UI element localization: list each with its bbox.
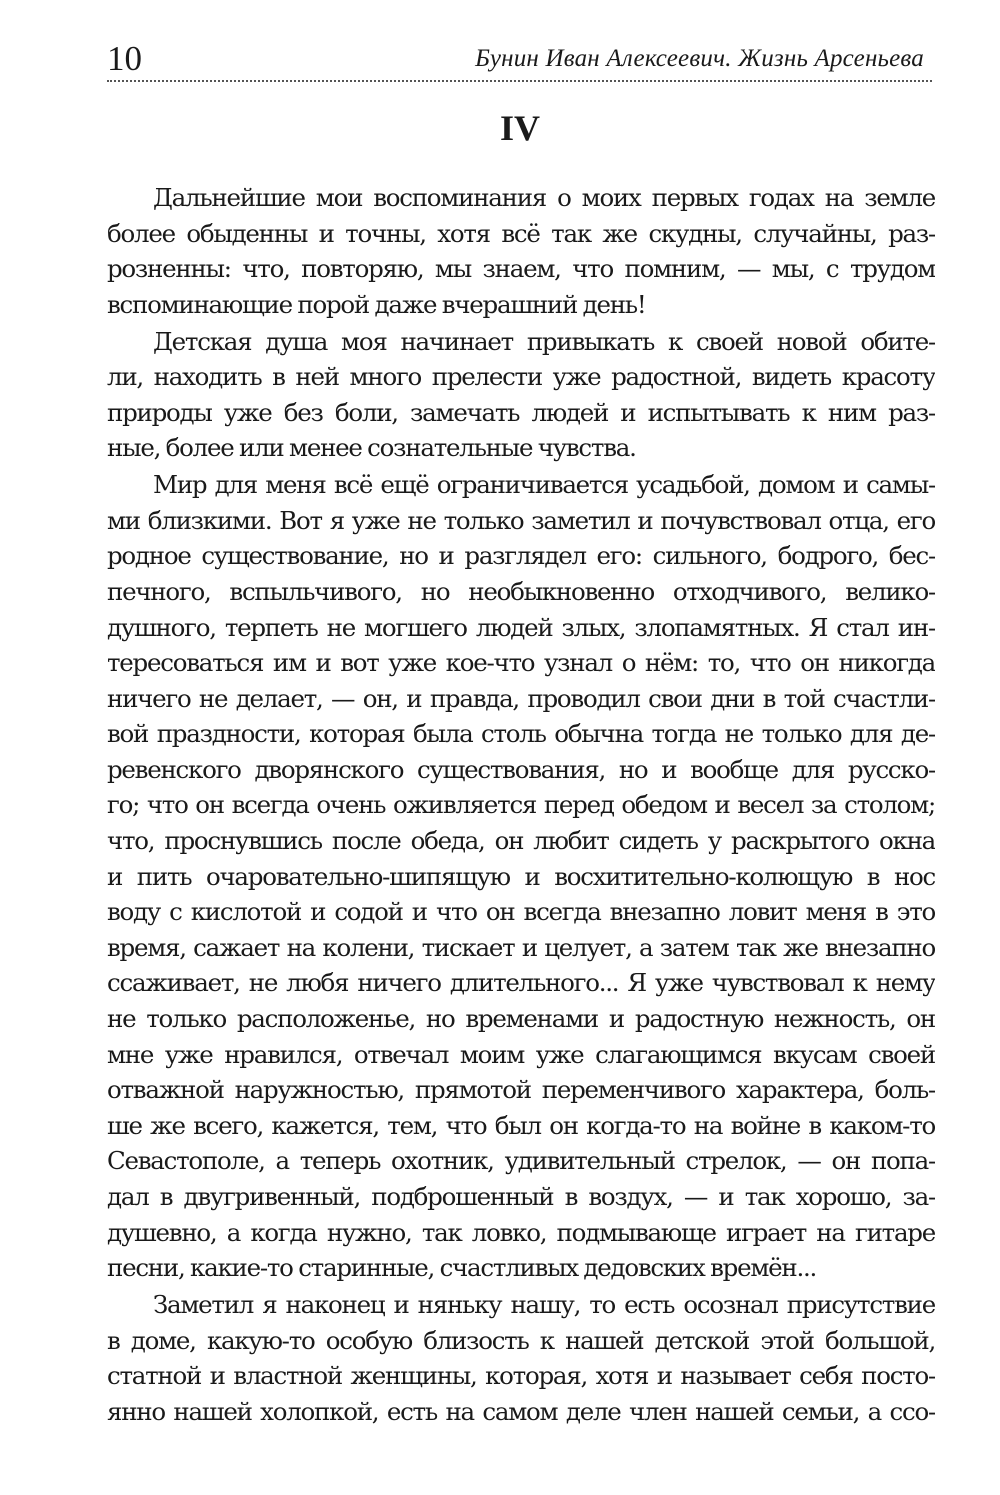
text-line: что, проснувшись после обеда, он любит сидеть у раскрытого окна <box>107 826 935 856</box>
text-line: ревенского дворянского существования, но и вообще для русско- <box>107 754 935 784</box>
text-line: Дальнейшие мои воспоминания о моих первых годах на земле <box>153 183 935 212</box>
text-line: ше же всего, кажется, тем, что был он когда-то на войне в каком-то <box>107 1110 935 1140</box>
text-line: тересоваться им и вот уже кое-что узнал о нём: то, что он никогда <box>107 648 935 678</box>
text-line: ми близкими. Вот я уже не только заметил и почувствовал отца, его <box>107 505 935 535</box>
running-title: Бунин Иван Алексеевич. Жизнь Арсеньева <box>475 45 924 72</box>
text-line: мне уже нравился, отвечал моим уже слагающимся вкусам своей <box>107 1039 935 1069</box>
paragraph <box>107 180 935 322</box>
text-line: не только расположенье, но временами и радостную нежность, он <box>107 1004 935 1034</box>
text-line: вой праздности, которая была столь обычна тогда не только для де- <box>107 719 935 749</box>
text-line: янно нашей холопкой, есть на самом деле член нашей семьи, а ссо- <box>107 1396 935 1426</box>
text-line: дал в двугривенный, подброшенный в воздух, — и так хорошо, за- <box>107 1182 935 1211</box>
paragraph <box>107 1287 935 1429</box>
text-line: го; что он всегда очень оживляется перед обедом и весел за столом; <box>107 790 935 820</box>
paragraph <box>107 467 935 1286</box>
text-line: Севастополе, а теперь охотник, удивительный стрелок, — он попа- <box>107 1146 935 1176</box>
body-text <box>107 180 935 1431</box>
text-line: печного, вспыльчивого, но необыкновенно отходчивого, велико- <box>107 576 935 606</box>
text-line: статной и властной женщины, которая, хотя и называет себя посто- <box>107 1361 935 1391</box>
text-line: ничего не делает, — он, и правда, проводил свои дни в той счастли- <box>107 683 935 713</box>
text-line: Мир для меня всё ещё ограничивается усадьбой, домом и самы- <box>153 470 935 500</box>
paragraph <box>107 324 935 466</box>
text-line: ные, более или менее сознательные чувства. <box>107 433 636 463</box>
text-line: ссаживает, не любя ничего длительного... Я уже чувствовал к нему <box>107 968 935 998</box>
header-dotted-rule <box>107 80 932 82</box>
text-line: душного, терпеть не могшего людей злых, злопамятных. Я стал ин- <box>107 612 935 642</box>
text-line: природы уже без боли, замечать людей и испытывать к ним раз- <box>107 397 935 427</box>
text-line: Заметил я наконец и няньку нашу, то есть осознал присутствие <box>153 1289 935 1319</box>
text-line: песни, какие-то старинные, счастливых дедовских времён... <box>107 1253 817 1283</box>
text-line: отважной наружностью, прямотой переменчивого характера, боль- <box>107 1075 935 1105</box>
text-line: в доме, какую-то особую близость к нашей детской этой большой, <box>107 1325 935 1355</box>
text-line: Детская душа моя начинает привыкать к своей новой обите- <box>153 326 935 356</box>
chapter-numeral: IV <box>499 108 540 148</box>
text-line: время, сажает на колени, тискает и целует, а затем так же внезапно <box>107 932 935 962</box>
page-number: 10 <box>107 39 142 78</box>
text-line: розненны: что, повторяю, мы знаем, что помним, — мы, с трудом <box>107 254 935 284</box>
text-line: вспоминающие порой даже вчерашний день! <box>107 289 646 319</box>
text-line: душевно, а когда нужно, так ловко, подмывающе играет на гитаре <box>107 1217 935 1247</box>
running-head <box>107 36 932 86</box>
text-line: ли, находить в ней много прелести уже радостной, видеть красоту <box>107 362 935 392</box>
text-line: более обыденны и точны, хотя всё так же скудны, случайны, раз- <box>107 218 935 248</box>
text-line: родное существование, но и разглядел его: сильного, бодрого, бес- <box>107 541 935 571</box>
text-line: воду с кислотой и содой и что он всегда внезапно ловит меня в это <box>107 897 935 927</box>
text-line: и пить очаровательно-шипящую и восхитительно-колющую в нос <box>107 861 935 891</box>
